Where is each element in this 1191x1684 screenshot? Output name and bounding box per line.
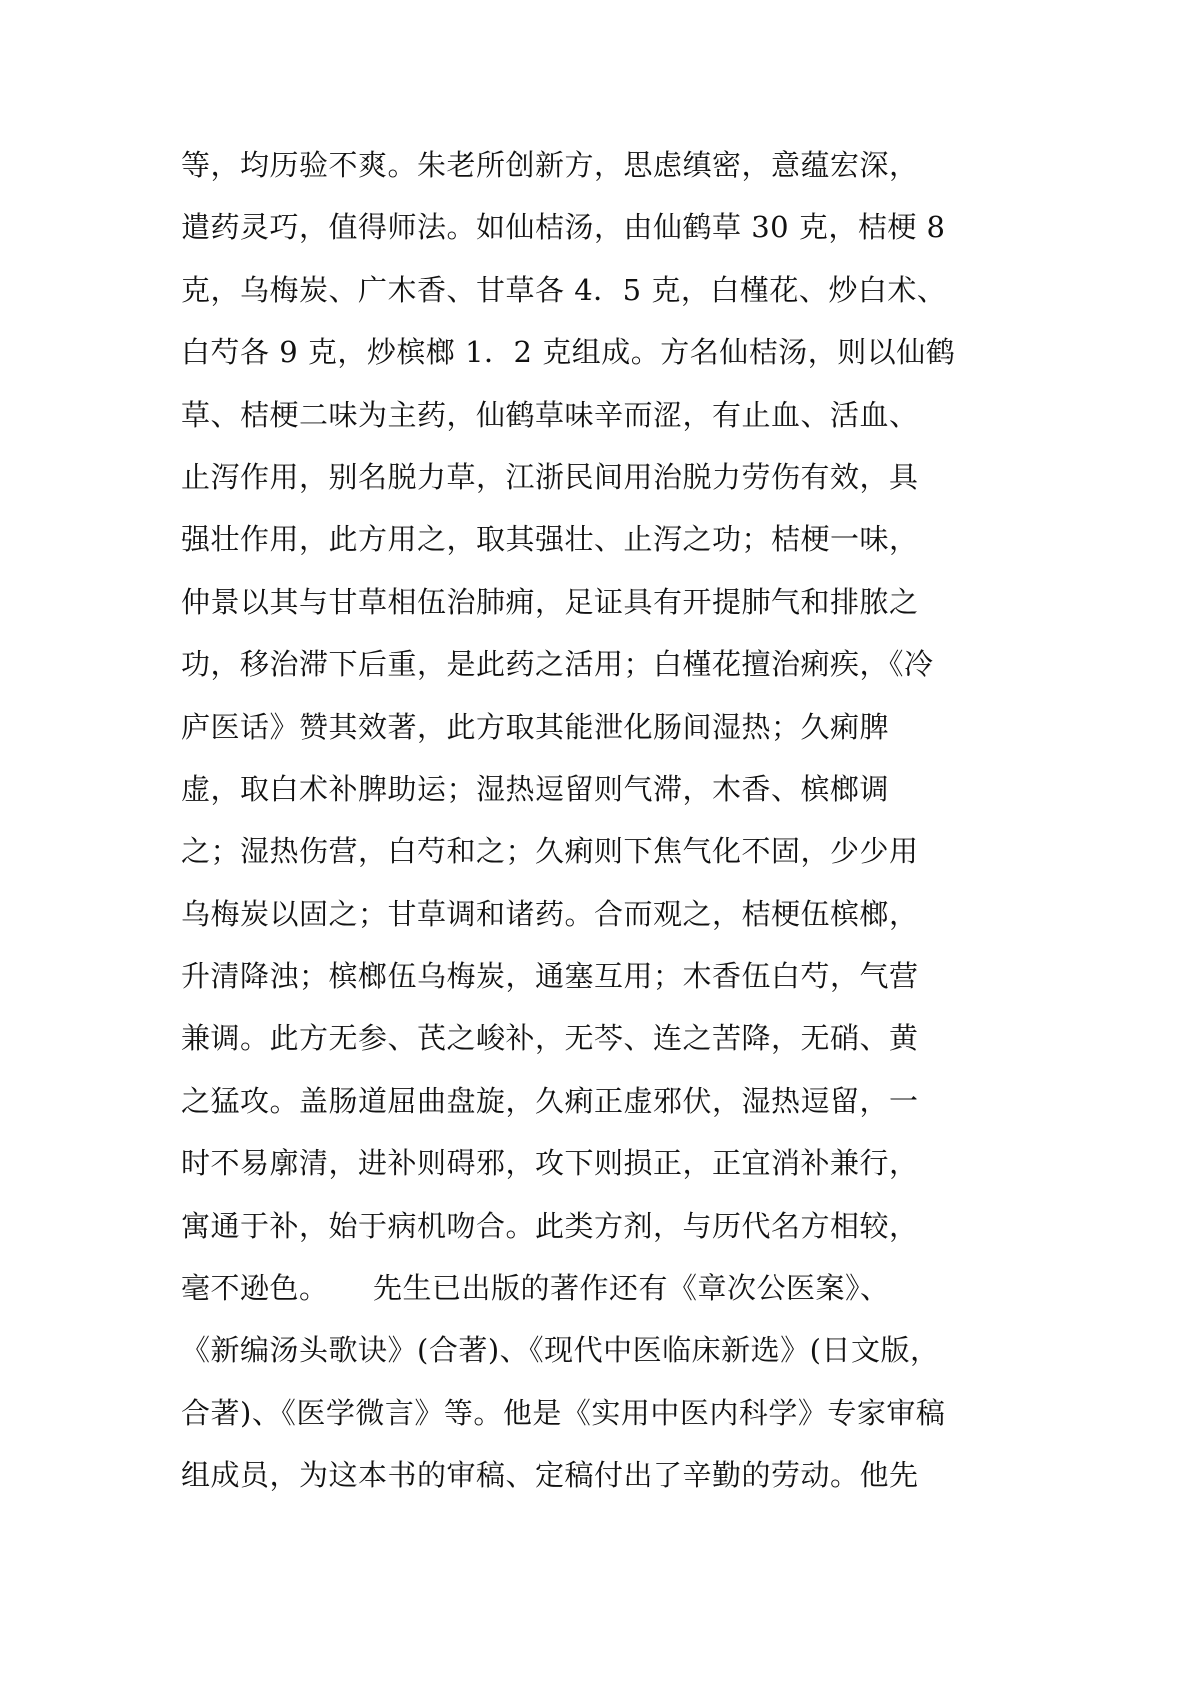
text-line: 乌梅炭以固之；甘草调和诸药。合而观之，桔梗伍槟榔， — [181, 896, 919, 931]
body-text — [181, 134, 1041, 1507]
text-line: 庐医话》赞其效著，此方取其能泄化肠间湿热；久痢脾 — [181, 709, 890, 744]
text-line: 升清降浊；槟榔伍乌梅炭，通塞互用；木香伍白芍，气营 — [181, 959, 919, 994]
text-line: 之；湿热伤营，白芍和之；久痢则下焦气化不固，少少用 — [181, 834, 919, 869]
text-line: 等，均历验不爽。朱老所创新方，思虑缜密，意蕴宏深， — [181, 148, 919, 182]
text-line: 虚，取白术补脾助运；湿热逗留则气滞，木香、槟榔调 — [181, 771, 890, 806]
text-line: 《新编汤头歌诀》(合著)、《现代中医临床新选》(日文版， — [181, 1333, 940, 1368]
text-line: 仲景以其与甘草相伍治肺痈，足证具有开提肺气和排脓之 — [181, 584, 919, 619]
text-line: 组成员，为这本书的审稿、定稿付出了辛勤的劳动。他先 — [181, 1458, 919, 1493]
text-line: 之猛攻。盖肠道屈曲盘旋，久痢正虚邪伏，湿热逗留，一 — [181, 1083, 919, 1118]
text-line: 毫不逊色。 先生已出版的著作还有《章次公医案》、 — [181, 1271, 890, 1306]
text-line: 寓通于补，始于病机吻合。此类方剂，与历代名方相较， — [181, 1208, 919, 1243]
text-line: 白芍各 9 克，炒槟榔 1．2 克组成。方名仙桔汤，则以仙鹤 — [181, 335, 956, 370]
text-line: 功，移治滞下后重，是此药之活用；白槿花擅治痢疾，《冷 — [181, 647, 934, 682]
text-line: 遣药灵巧，值得师法。如仙桔汤，由仙鹤草 30 克，桔梗 8 — [181, 210, 946, 245]
text-line: 兼调。此方无参、芪之峻补，无芩、连之苦降，无硝、黄 — [181, 1021, 919, 1056]
text-line: 强壮作用，此方用之，取其强壮、止泻之功；桔梗一味， — [181, 522, 919, 557]
text-line: 止泻作用，别名脱力草，江浙民间用治脱力劳伤有效，具 — [181, 459, 919, 494]
text-line: 时不易廓清，进补则碍邪，攻下则损正，正宜消补兼行， — [181, 1146, 919, 1181]
text-line: 合著)、《医学微言》等。他是《实用中医内科学》专家审稿 — [181, 1395, 946, 1430]
text-line: 草、桔梗二味为主药，仙鹤草味辛而涩，有止血、活血、 — [181, 397, 919, 432]
text-line: 克，乌梅炭、广木香、甘草各 4．5 克，白槿花、炒白术、 — [181, 272, 947, 307]
